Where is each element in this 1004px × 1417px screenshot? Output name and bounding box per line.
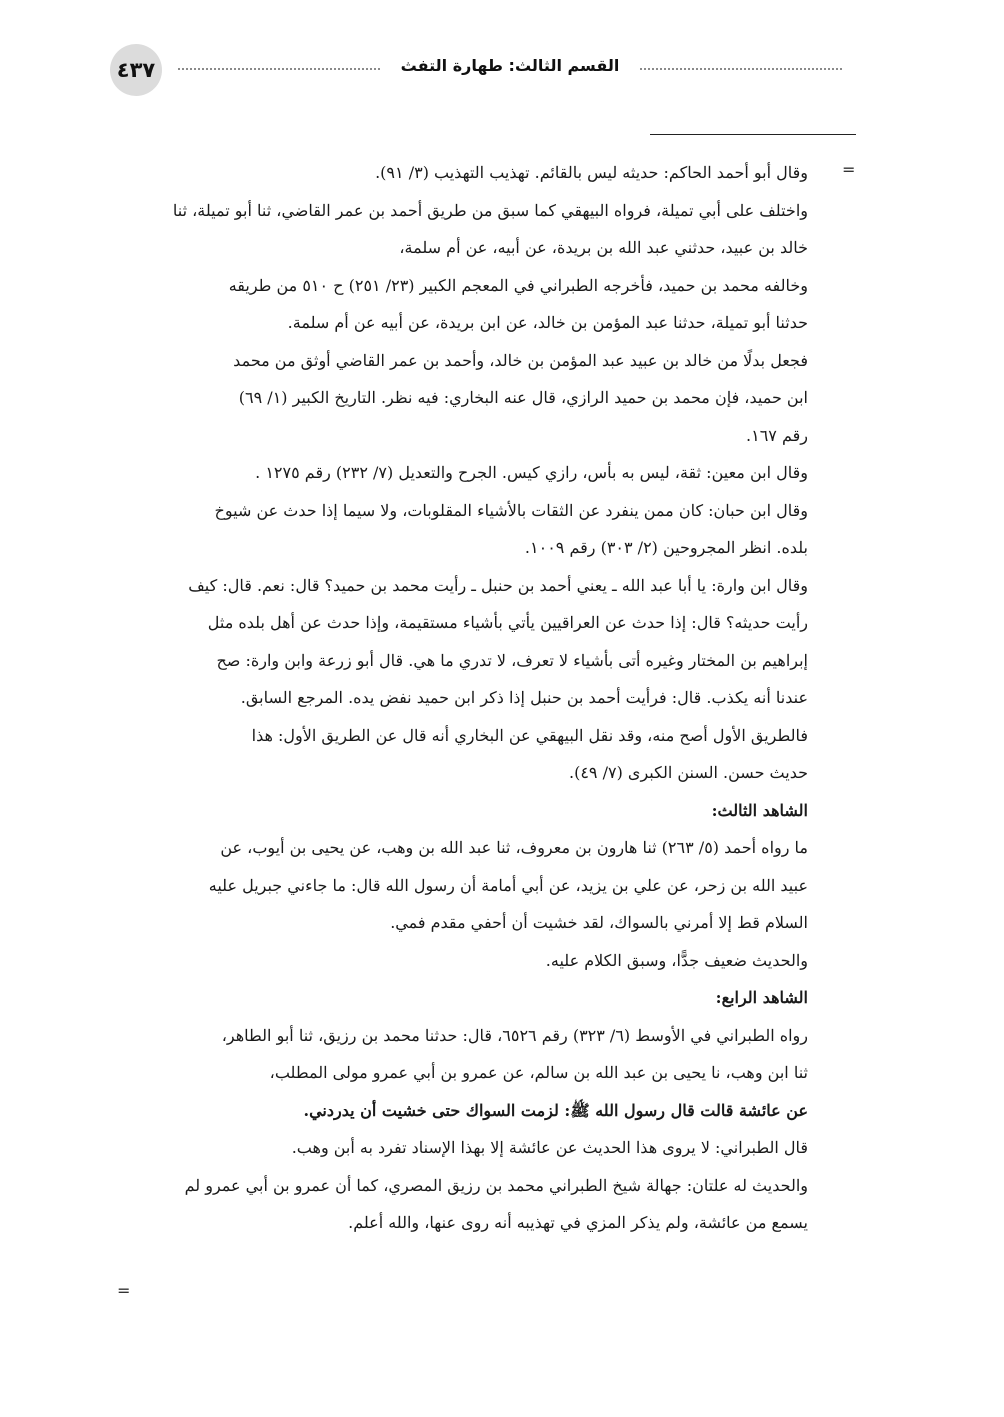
footnote-heading-line: الشاهد الثالث: [711, 800, 808, 820]
footnote-heading-line: الشاهد الرابع: [715, 988, 808, 1007]
header-dotted-leader-right [640, 68, 842, 70]
footnote-text-line: فجعل بدلًا من خالد بن عبيد عبد المؤمن بن خالد، وأحمد بن عمر القاضي أوثق من محمد [233, 350, 808, 370]
header-dotted-leader-left [178, 68, 380, 70]
footnote-text-line: وقال أبو أحمد الحاكم: حديثه ليس بالقائم. تهذيب التهذيب (٣/ ٩١). [375, 163, 808, 182]
footnote-text-line: واختلف على أبي تميلة، فرواه البيهقي كما سبق من طريق أحمد بن عمر القاضي، ثنا أبو تميلة، ثنا [172, 200, 808, 220]
footnote-text-line: وخالفه محمد بن حميد، فأخرجه الطبراني في المعجم الكبير (٢٣/ ٢٥١) ح ٥١٠ من طريقه [228, 275, 808, 295]
footnote-text-line: إبراهيم بن المختار وغيره أتى بأشياء لا تعرف، لا تدري ما هي. قال أبو زرعة وابن وارة: صح [216, 650, 808, 670]
footnote-continuation-mark-top: = [842, 160, 856, 179]
footnote-text-line: وقال ابن وارة: يا أبا عبد الله ـ يعني أحمد بن حنبل ـ رأيت محمد بن حميد؟ قال: نعم. قال: كيف [188, 575, 808, 595]
footnote-text-line: خالد بن عبيد، حدثني عبد الله بن بريدة، عن أبيه، عن أم سلمة، [399, 238, 808, 257]
footnote-separator-rule [650, 134, 856, 135]
footnote-text-line: وقال ابن معين: ثقة، ليس به بأس، رازي كيس. الجرح والتعديل (٧/ ٢٣٢) رقم ١٢٧٥ . [255, 463, 808, 482]
footnote-text-line: والحديث ضعيف جدًّا، وسبق الكلام عليه. [545, 950, 808, 970]
footnote-text-line: يسمع من عائشة، ولم يذكر المزي في تهذيبه أنه روى عنها، والله أعلم. [348, 1213, 808, 1232]
footnote-text-line: حديث حسن. السنن الكبرى (٧/ ٤٩). [569, 763, 808, 782]
footnote-text-line: ابن حميد، فإن محمد بن حميد الرازي، قال عنه البخاري: فيه نظر. التاريخ الكبير (١/ ٦٩) [238, 388, 808, 407]
footnote-text-line: والحديث له علتان: جهالة شيخ الطبراني محمد بن رزيق المصري، كما أن عمرو بن أبي عمرو لم [184, 1175, 808, 1195]
footnote-text-line: عندنا أنه يكذب. قال: فرأيت أحمد بن حنبل إذا ذكر ابن حميد نفض يده. المرجع السابق. [240, 688, 808, 707]
footnote-text-line: وقال ابن حبان: كان ممن ينفرد عن الثقات بالأشياء المقلوبات، ولا سيما إذا حدث عن شيوخ [214, 500, 808, 520]
page-number: ٤٣٧ [110, 44, 162, 96]
footnote-text-line: حدثنا أبو تميلة، حدثنا عبد المؤمن بن خالد، عن ابن بريدة، عن أبيه عن أم سلمة. [287, 313, 808, 332]
footnote-text-line: ثنا ابن وهب، نا يحيى بن عبد الله بن سالم، عن عمرو بن أبي عمرو مولى المطلب، [269, 1063, 808, 1082]
running-title: القسم الثالث: طهارة التفث [400, 56, 620, 75]
footnote-text-line: ما رواه أحمد (٥/ ٢٦٣) ثنا هارون بن معروف، ثنا عبد الله بن وهب، عن يحيى بن أيوب، عن [220, 838, 808, 857]
footnote-text-line: عبيد الله بن زحر، عن علي بن يزيد، عن أبي أمامة أن رسول الله قال: ما جاءني جبريل عليه [208, 875, 808, 895]
footnote-text-line: قال الطبراني: لا يروى هذا الحديث عن عائشة إلا بهذا الإسناد تفرد به أبن وهب. [291, 1138, 808, 1157]
footnote-heading-line: عن عائشة قالت قال رسول الله ﷺ: لزمت السواك حتى خشيت أن يدردني. [303, 1100, 808, 1120]
footnote-text-line: رأيت حديثه؟ قال: إذا حدث عن العراقيين يأتي بأشياء مستقيمة، وإذا حدث عن أهل بلده مثل [207, 613, 808, 632]
footnote-text-line: السلام قط إلا أمرني بالسواك، لقد خشيت أن أحفي مقدم فمي. [390, 913, 808, 932]
footnote-body [118, 154, 808, 1242]
footnote-text-line: رقم ١٦٧. [746, 425, 808, 445]
footnote-text-line: بلده. انظر المجروحين (٢/ ٣٠٣) رقم ١٠٠٩. [524, 538, 808, 557]
footnote-text-line: رواه الطبراني في الأوسط (٦/ ٣٢٣) رقم ٦٥٢٦، قال: حدثنا محمد بن رزيق، ثنا أبو الطاهر، [221, 1025, 808, 1045]
footnote-continuation-mark-bottom: = [117, 1281, 131, 1300]
footnote-text-line: فالطريق الأول أصح منه، وقد نقل البيهقي عن البخاري أنه قال عن الطريق الأول: هذا [251, 725, 808, 745]
